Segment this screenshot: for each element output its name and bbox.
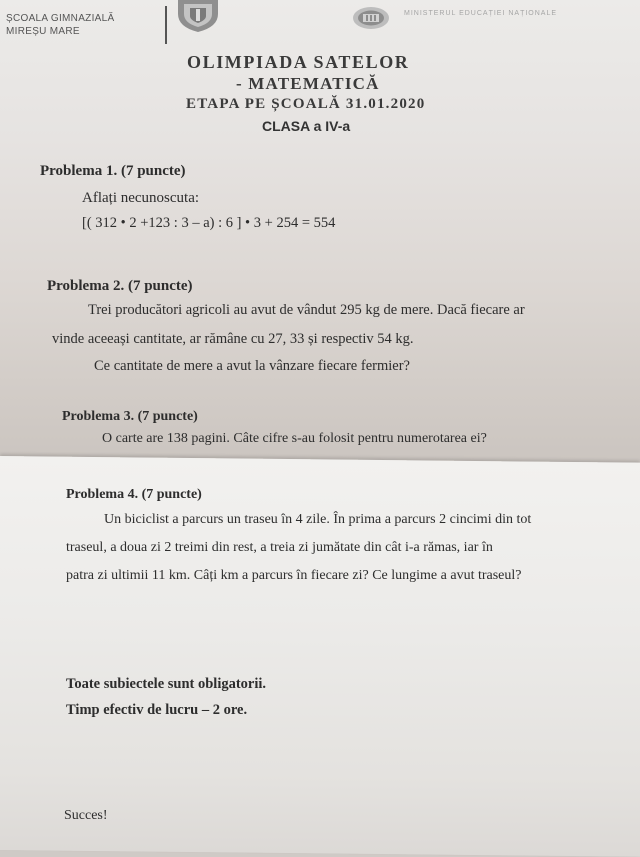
problem-1-equation: [( 312 • 2 +123 : 3 – a) : 6 ] • 3 + 254 = 554 xyxy=(82,215,336,231)
closing-greeting: Succes! xyxy=(64,808,108,823)
header-divider xyxy=(165,6,167,44)
school-name xyxy=(6,12,114,38)
problem-1-heading: Problema 1. (7 puncte) xyxy=(40,163,186,179)
problem-2-text-line2: vinde aceeași cantitate, ar rămâne cu 27, 33 și respectiv 54 kg. xyxy=(52,331,414,347)
problem-2-heading: Problema 2. (7 puncte) xyxy=(47,278,193,294)
school-name-line1: ȘCOALA GIMNAZIALĂ xyxy=(6,13,115,24)
exam-stage: ETAPA PE ȘCOALĂ 31.01.2020 xyxy=(186,96,426,112)
ministry-text: MINISTERUL EDUCAȚIEI NAȚIONALE xyxy=(404,10,558,17)
problem-3-text-line1: O carte are 138 pagini. Câte cifre s-au folosit pentru numerotarea ei? xyxy=(102,431,487,446)
ministry-logo-icon xyxy=(352,6,390,30)
problem-4-text-line2: traseul, a doua zi 2 treimi din rest, a treia zi jumătate din cât i-a rămas, iar în xyxy=(66,540,493,555)
problem-3-heading: Problema 3. (7 puncte) xyxy=(62,409,198,424)
time-limit-note: Timp efectiv de lucru – 2 ore. xyxy=(66,702,248,718)
coat-of-arms-icon xyxy=(176,0,220,32)
mandatory-note: Toate subiectele sunt obligatorii. xyxy=(66,676,267,692)
grade-label: CLASA a IV-a xyxy=(262,118,351,134)
problem-2-text-line1: Trei producători agricoli au avut de vândut 295 kg de mere. Dacă fiecare ar xyxy=(88,302,525,318)
problem-2-text-line3: Ce cantitate de mere a avut la vânzare fiecare fermier? xyxy=(94,358,410,374)
school-name-line2: MIREȘU MARE xyxy=(6,26,80,37)
problem-4-text-line3: patra zi ultimii 11 km. Câți km a parcurs în fiecare zi? Ce lungime a avut traseul? xyxy=(66,568,522,583)
page-subtitle: - MATEMATICĂ xyxy=(236,74,380,93)
page-title: OLIMPIADA SATELOR xyxy=(187,52,410,72)
problem-4-heading: Problema 4. (7 puncte) xyxy=(66,487,202,502)
problem-4-text-line1: Un biciclist a parcurs un traseu în 4 zile. În prima a parcurs 2 cincimi din tot xyxy=(104,512,532,527)
problem-1-text-line1: Aflați necunoscuta: xyxy=(82,190,200,206)
